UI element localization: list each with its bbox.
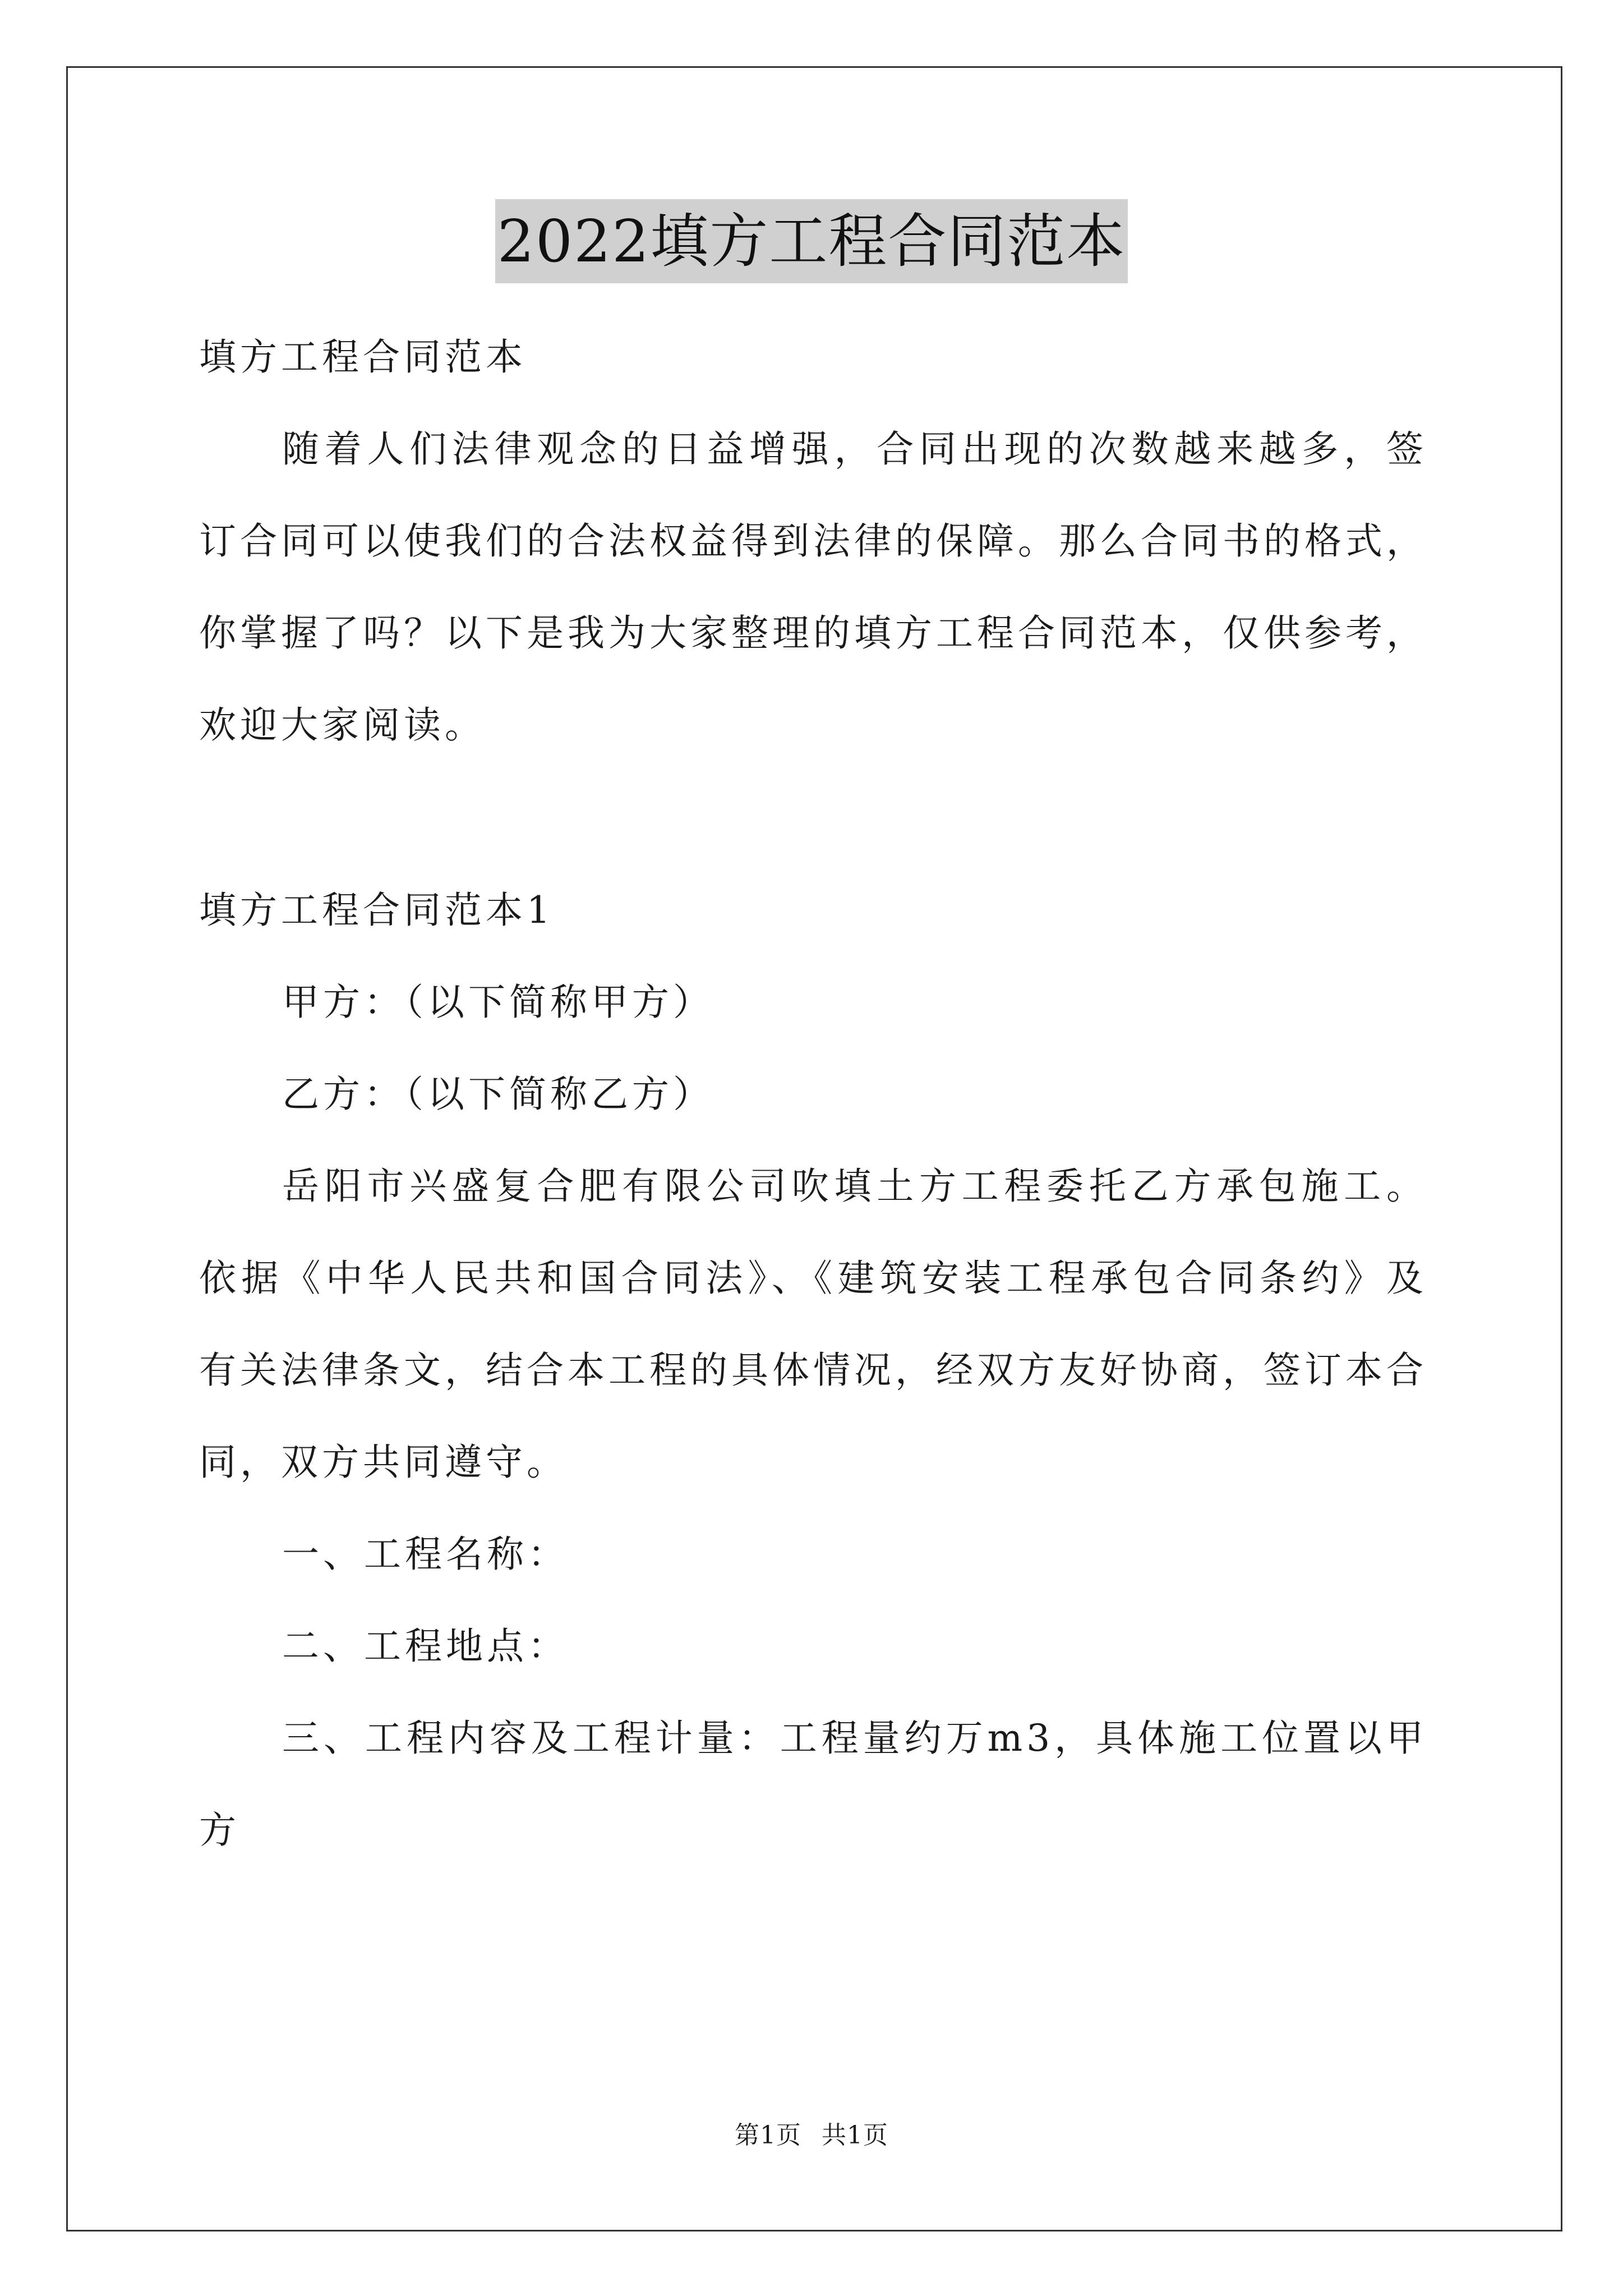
- document-body: [199, 311, 1427, 1876]
- paragraph-gap: [199, 771, 1427, 864]
- clause-project-location: 二、工程地点：: [282, 1625, 569, 1668]
- party-b-line: 乙方：（以下简称乙方）: [282, 1073, 714, 1116]
- document-title: 2022填方工程合同范本: [495, 199, 1128, 283]
- section-heading: 填方工程合同范本1: [199, 889, 554, 932]
- clause-project-name: 一、工程名称：: [282, 1533, 569, 1576]
- party-a-line: 甲方：（以下简称甲方）: [282, 981, 714, 1024]
- intro-paragraph: 随着人们法律观念的日益增强，合同出现的次数越来越多，签订合同可以使我们的合法权益得到法律的保障。那么合同书的格式，你掌握了吗？以下是我为大家整理的填方工程合同范本，仅供参考，欢迎大家阅读。: [199, 427, 1427, 747]
- clause-project-content: 三、工程内容及工程计量：工程量约万m3，具体施工位置以甲方: [199, 1717, 1427, 1852]
- title-container: [0, 199, 1623, 283]
- page-footer: [0, 2115, 1623, 2151]
- contract-basis-paragraph: 岳阳市兴盛复合肥有限公司吹填土方工程委托乙方承包施工。依据《中华人民共和国合同法》、《建筑安装工程承包合同条约》及有关法律条文，结合本工程的具体情况，经双方友好协商，签订本合同，双方共同遵守。: [199, 1165, 1427, 1484]
- page-number-total: 共1页: [822, 2121, 888, 2150]
- page-number-current: 第1页: [735, 2121, 801, 2150]
- subtitle-paragraph: 填方工程合同范本: [199, 335, 527, 379]
